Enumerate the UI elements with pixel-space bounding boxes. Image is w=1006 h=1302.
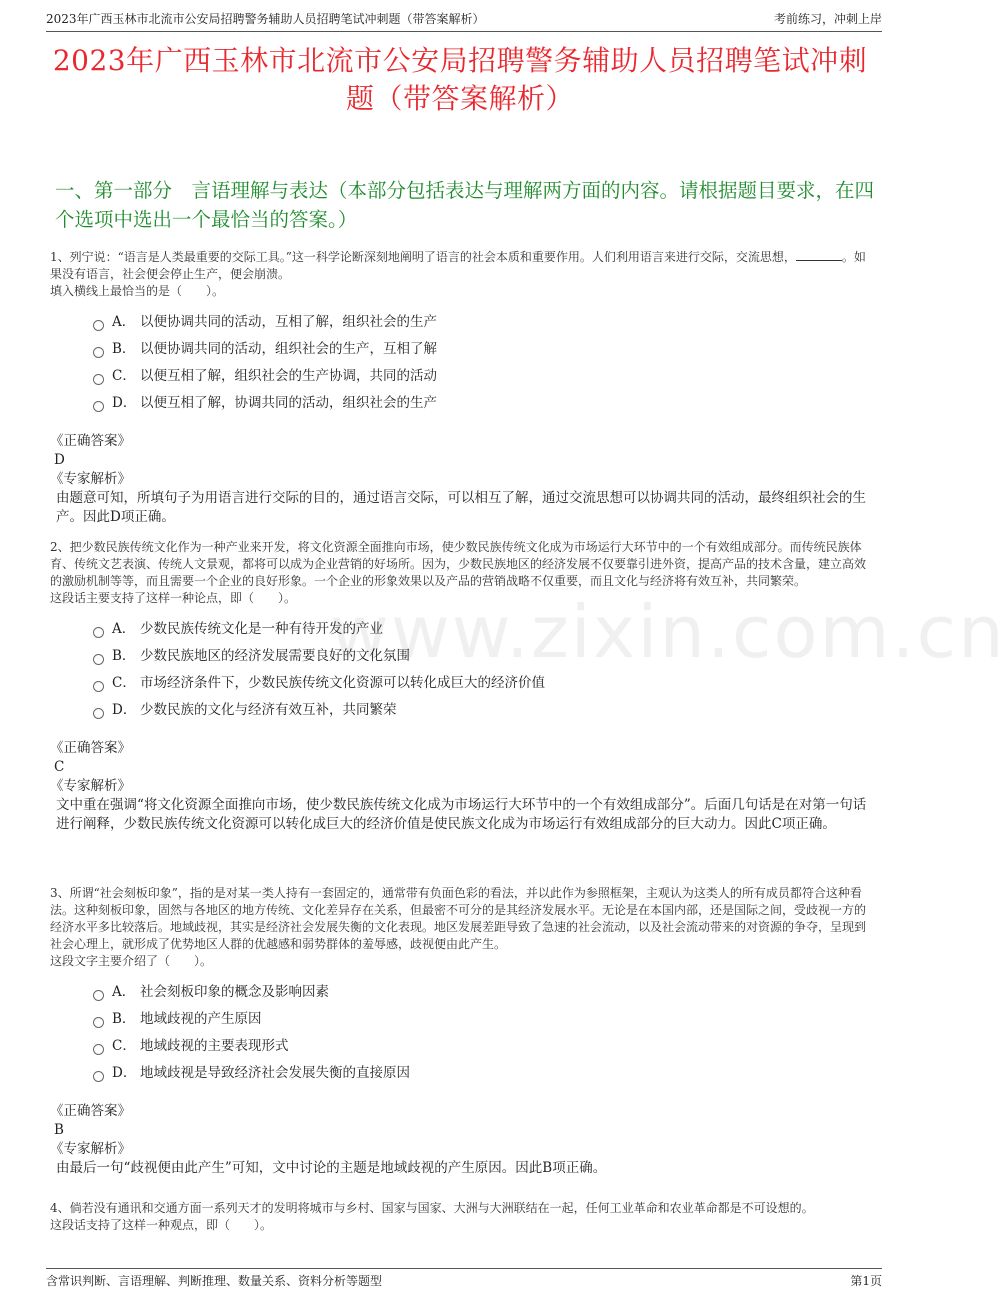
option-text: 地域歧视的产生原因	[140, 1010, 262, 1027]
answer-label: 《正确答案》	[50, 740, 131, 756]
option-b[interactable]	[93, 333, 870, 360]
question-stem-part: 1、列宁说：“语言是人类最重要的交际工具。”这一科学论断深刻地阐明了语言的社会本质和重要作用。人们利用语言来进行交际，交流思想，	[50, 250, 796, 264]
question-stem: 2、把少数民族传统文化作为一种产业来开发，将文化资源全面推向市场，使少数民族传统文化成为市场运行大环节中的一个有效组成部分。而传统民族体育、传统文艺表演、传统人文景观，都将可以成为企业营销的好场所。因为，少数民族地区的经济发展不仅要靠引进外资，提高产品的技术含量，建立高效的激励机制等等，而且需要一个企业的良好形象。一个企业的形象效果以及产品的营销战略不仅重要，而且文化与经济将有效互补，共同繁荣。	[50, 540, 867, 588]
analysis-text: 文中重在强调“将文化资源全面推向市场，使少数民族传统文化成为市场运行大环节中的一个有效组成部分”。后面几句话是在对第一句话进行阐释，少数民族传统文化资源可以转化成巨大的经济价值是使民族文化成为市场运行有效组成部分的巨大动力。因此C项正确。	[56, 797, 867, 832]
fill-blank	[796, 249, 842, 261]
radio-icon[interactable]	[93, 320, 104, 331]
option-text: 地域歧视的主要表现形式	[140, 1037, 289, 1054]
option-b[interactable]	[93, 1003, 870, 1030]
analysis-label: 《专家解析》	[50, 1141, 131, 1157]
header-doc-title: 2023年广西玉林市北流市公安局招聘警务辅助人员招聘笔试冲刺题（带答案解析）	[46, 12, 485, 26]
header-slogan: 考前练习，冲刺上岸	[773, 12, 882, 26]
answer-label: 《正确答案》	[50, 433, 131, 449]
radio-icon[interactable]	[93, 990, 104, 1001]
radio-icon[interactable]	[93, 1071, 104, 1082]
options-list	[93, 306, 870, 414]
options-list	[93, 613, 870, 721]
watermark: www.zixin.com.cn	[330, 590, 1006, 674]
section-heading: 一、第一部分 言语理解与表达（本部分包括表达与理解两方面的内容。请根据题目要求，在四个选项中选出一个最恰当的答案。）	[55, 179, 875, 231]
option-letter: B．	[112, 647, 136, 664]
answer-block	[50, 432, 870, 527]
option-letter: B．	[112, 340, 136, 357]
option-letter: A．	[112, 620, 136, 637]
option-c[interactable]	[93, 360, 870, 387]
option-text: 地域歧视是导致经济社会发展失衡的直接原因	[140, 1064, 410, 1081]
option-text: 以便互相了解，组织社会的生产协调，共同的活动	[140, 367, 437, 384]
option-text: 社会刻板印象的概念及影响因素	[140, 983, 329, 1000]
document-title: 2023年广西玉林市北流市公安局招聘警务辅助人员招聘笔试冲刺题（带答案解析）	[52, 44, 868, 115]
option-text: 少数民族传统文化是一种有待开发的产业	[140, 620, 383, 637]
radio-icon[interactable]	[93, 1044, 104, 1055]
option-text: 以便协调共同的活动，组织社会的生产，互相了解	[140, 340, 437, 357]
option-text: 以便互相了解，协调共同的活动，组织社会的生产	[140, 394, 437, 411]
option-text: 市场经济条件下，少数民族传统文化资源可以转化成巨大的经济价值	[140, 674, 545, 691]
radio-icon[interactable]	[93, 681, 104, 692]
answer-value: B	[54, 1122, 64, 1138]
analysis-label: 《专家解析》	[50, 471, 131, 487]
answer-label: 《正确答案》	[50, 1103, 131, 1119]
answer-block	[50, 739, 870, 834]
analysis-label: 《专家解析》	[50, 778, 131, 794]
question-stem: 3、所谓“社会刻板印象”，指的是对某一类人持有一套固定的，通常带有负面色彩的看法，并以此作为参照框架，主观认为这类人的所有成员都符合这种看法。这种刻板印象，固然与各地区的地方传统、文化差异存在关系，但最密不可分的是其经济发展水平。无论是在本国内部，还是国际之间，受歧视一方的经济水平多比较落后。地域歧视，其实是经济社会发展失衡的文化表现。地区发展差距导致了急速的社会流动，以及社会流动带来的对资源的争夺，呈现到社会心理上，就形成了优势地区人群的优越感和弱势群体的羞辱感，歧视便由此产生。	[50, 886, 867, 951]
radio-icon[interactable]	[93, 1017, 104, 1028]
option-d[interactable]	[93, 694, 870, 721]
running-header	[46, 10, 882, 32]
question-prompt: 这段话支持了这样一种观点，即（ ）。	[50, 1218, 273, 1232]
question-prompt: 这段文字主要介绍了（ ）。	[50, 954, 213, 968]
question-stem: 4、倘若没有通讯和交通方面一系列天才的发明将城市与乡村、国家与国家、大洲与大洲联结在一起，任何工业革命和农业革命都是不可设想的。	[50, 1201, 814, 1215]
question-1	[50, 249, 870, 527]
option-a[interactable]	[93, 976, 870, 1003]
question-stem	[50, 249, 870, 283]
option-a[interactable]	[93, 306, 870, 333]
radio-icon[interactable]	[93, 654, 104, 665]
option-d[interactable]	[93, 1057, 870, 1084]
question-prompt: 填入横线上最恰当的是（ ）。	[50, 284, 225, 298]
option-letter: C．	[112, 1037, 136, 1054]
option-letter: A．	[112, 983, 136, 1000]
analysis-text: 由最后一句“歧视便由此产生”可知，文中讨论的主题是地域歧视的产生原因。因此B项正确。	[56, 1160, 607, 1176]
answer-block	[50, 1102, 870, 1178]
radio-icon[interactable]	[93, 401, 104, 412]
question-4	[50, 1200, 870, 1234]
radio-icon[interactable]	[93, 347, 104, 358]
option-letter: C．	[112, 367, 136, 384]
page-number: 第1页	[850, 1274, 882, 1288]
option-a[interactable]	[93, 613, 870, 640]
question-2	[50, 539, 870, 834]
running-footer	[46, 1268, 882, 1292]
option-b[interactable]	[93, 640, 870, 667]
option-text: 以便协调共同的活动，互相了解，组织社会的生产	[140, 313, 437, 330]
question-prompt: 这段话主要支持了这样一种论点，即（ ）。	[50, 591, 297, 605]
analysis-text: 由题意可知，所填句子为用语言进行交际的目的，通过语言交际，可以相互了解，通过交流思想可以协调共同的活动，最终组织社会的生产。因此D项正确。	[56, 490, 866, 525]
question-stem-part: 。如果没有语言，社会便会停止生产，便会崩溃。	[50, 250, 866, 281]
radio-icon[interactable]	[93, 708, 104, 719]
question-3	[50, 885, 870, 1178]
footer-topics: 含常识判断、言语理解、判断推理、数量关系、资料分析等题型	[46, 1274, 383, 1288]
option-letter: D．	[112, 701, 137, 718]
answer-value: C	[54, 759, 65, 775]
option-letter: A．	[112, 313, 136, 330]
answer-value: D	[54, 452, 65, 468]
option-text: 少数民族地区的经济发展需要良好的文化氛围	[140, 647, 410, 664]
option-d[interactable]	[93, 387, 870, 414]
radio-icon[interactable]	[93, 627, 104, 638]
option-letter: C．	[112, 674, 136, 691]
option-letter: D．	[112, 394, 137, 411]
radio-icon[interactable]	[93, 374, 104, 385]
option-c[interactable]	[93, 1030, 870, 1057]
option-letter: B．	[112, 1010, 136, 1027]
option-letter: D．	[112, 1064, 137, 1081]
option-text: 少数民族的文化与经济有效互补，共同繁荣	[140, 701, 397, 718]
options-list	[93, 976, 870, 1084]
option-c[interactable]	[93, 667, 870, 694]
